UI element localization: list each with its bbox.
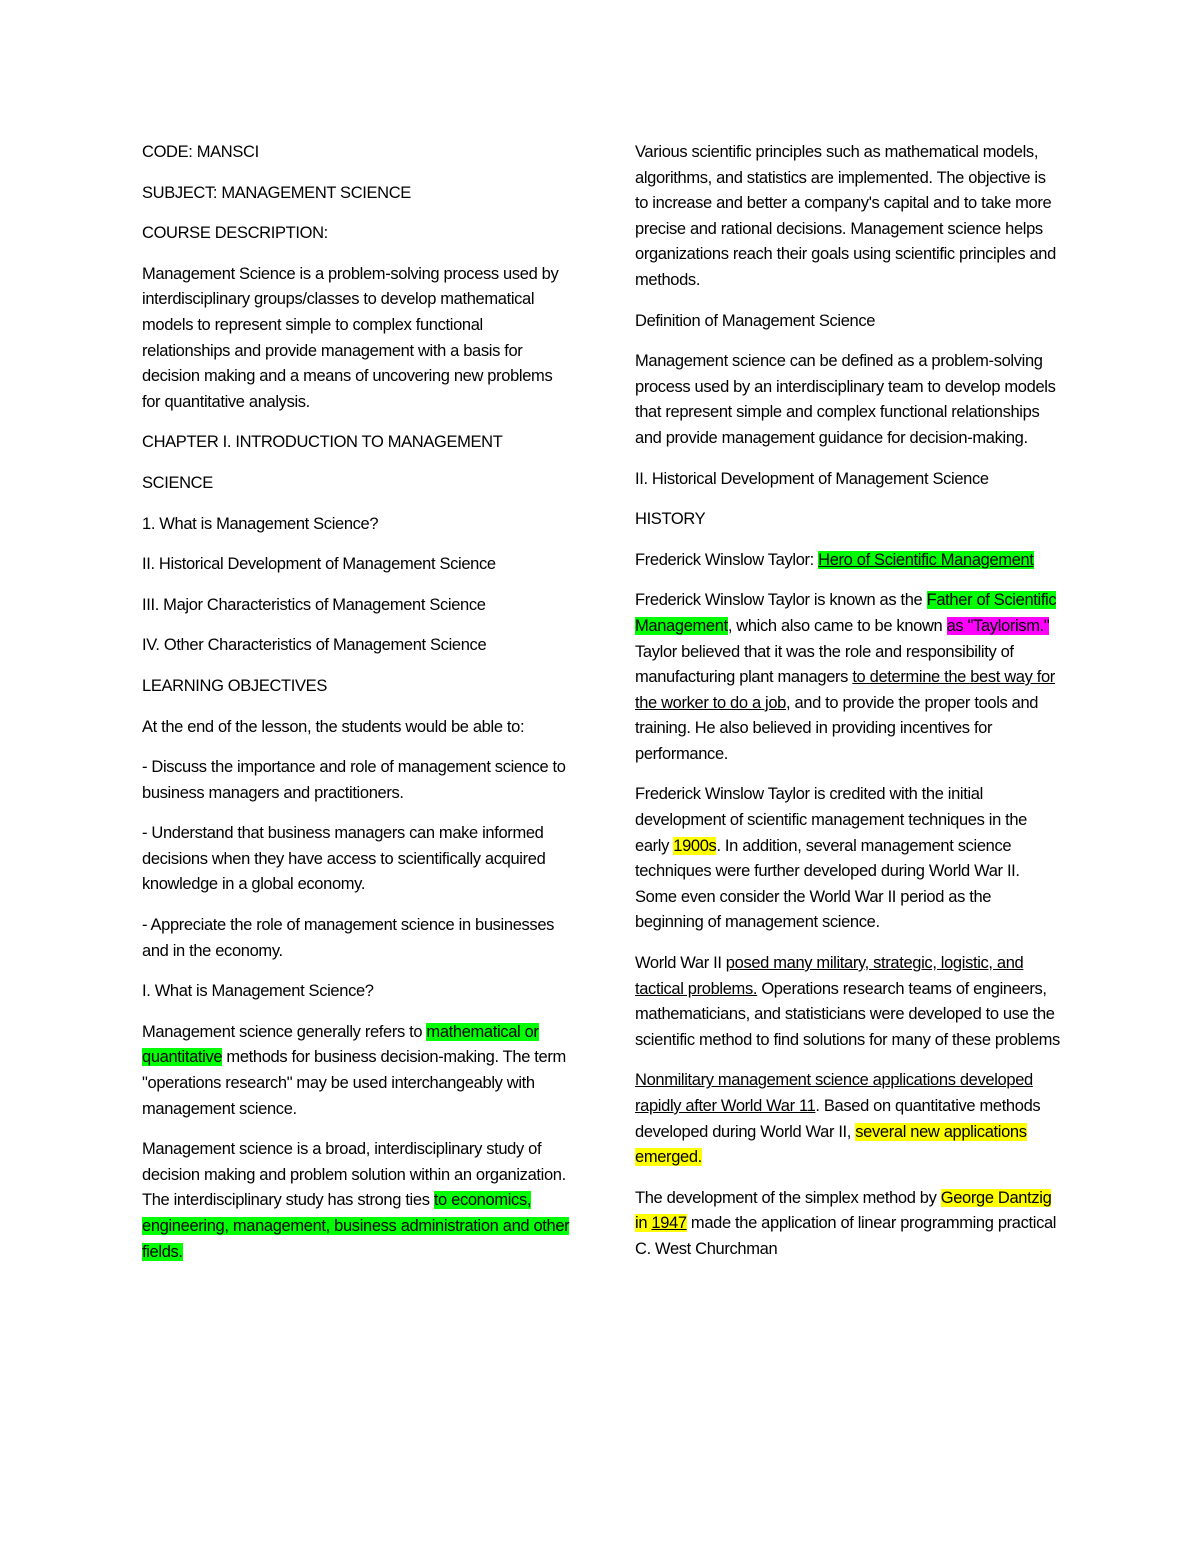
taylor-hero-line: Frederick Winslow Taylor: Hero of Scientific Management (635, 550, 1034, 569)
paragraph-world-war-ii: World War II posed many military, strategic, logistic, and tactical problems. Operations research teams of engineers, mathematicians, and statisticians were developed to use the scientific method to find solutions for many of these problems (635, 954, 1060, 1049)
toc-item-3: III. Major Characteristics of Management Science (142, 595, 486, 614)
objective-3: - Appreciate the role of management science in businesses and in the economy. (142, 916, 555, 960)
learning-objectives-heading: LEARNING OBJECTIVES (142, 676, 327, 695)
paragraph-interdisciplinary: Management science is a broad, interdisciplinary study of decision making and problem solution within an organization. The interdisciplinary study has strong ties to economics, engineering, management, business administration and other fields. (142, 1140, 570, 1261)
section-1-heading: I. What is Management Science? (142, 982, 374, 1001)
highlight-green: Hero of Scientific Management (818, 550, 1034, 569)
highlight-green: to economics, engineering, management, business administration and other fields. (142, 1191, 570, 1261)
highlight-yellow: George Dantzig in (635, 1188, 1052, 1233)
paragraph-taylor-credited: Frederick Winslow Taylor is credited with the initial development of scientific management techniques in the early 1900s. In addition, several management science techniques were further developed during World War II. Some even consider the World War II period as the beginning of management science. (635, 785, 1028, 932)
subject-line: SUBJECT: MANAGEMENT SCIENCE (142, 183, 411, 202)
definition-heading: Definition of Management Science (635, 311, 876, 330)
right-column (635, 140, 1060, 1278)
toc-item-1: 1. What is Management Science? (142, 514, 379, 533)
history-heading: HISTORY (635, 510, 706, 529)
underlined-text: Nonmilitary management science applications developed rapidly after World War 11 (635, 1071, 1033, 1115)
course-code: CODE: MANSCI (142, 143, 259, 161)
highlight-green: Father of Scientific Management (635, 591, 1057, 635)
toc-item-4: IV. Other Characteristics of Management Science (142, 636, 487, 655)
objectives-intro: At the end of the lesson, the students would be able to: (142, 717, 525, 736)
paragraph-father-of-scientific-management: Frederick Winslow Taylor is known as the Father of Scientific Management, which also came to be known as "Taylorism." Taylor believed that it was the role and responsibility of manufacturing plant managers to determine the best way for the worker to do a job, and to provide the proper tools and training. He also believed in providing incentives for performance. (635, 591, 1057, 763)
paragraph-simplex-method: The development of the simplex method by George Dantzig in 1947 made the application of linear programming practical C. West Churchman (635, 1188, 1057, 1258)
course-description: Management Science is a problem-solving process used by interdisciplinary groups/classes to develop mathematical models to represent simple to complex functional relationships and provide management with a basis for decision making and a means of uncovering new problems for quantitative analysis. (142, 264, 559, 411)
underlined-text: posed many military, strategic, logistic, and tactical problems. (635, 954, 1024, 998)
section-2-heading: II. Historical Development of Management Science (635, 469, 989, 488)
paragraph-scientific-principles: Various scientific principles such as mathematical models, algorithms, and statistics are implemented. The objective is to increase and better a company's capital and to take more precise and rational decisions. Management science helps organizations reach their goals using scientific principles and methods. (635, 143, 1056, 289)
paragraph-management-science-definition: Management science generally refers to mathematical or quantitative methods for business decision-making. The term "operations research" may be used interchangeably with management science. (142, 1022, 566, 1118)
underlined-text: to determine the best way for the worker to do a job, (635, 668, 1055, 712)
paragraph-nonmilitary: Nonmilitary management science applications developed rapidly after World War 11. Based on quantitative methods developed during World War II, several new applications emerged. (635, 1071, 1041, 1167)
highlight-magenta: as "Taylorism." (946, 616, 1050, 635)
definition-paragraph: Management science can be defined as a problem-solving process used by an interdisciplinary team to develop models that represent simple and complex functional relationships and provide management guidance for decision-making. (635, 352, 1056, 447)
chapter-title-continued: SCIENCE (142, 473, 213, 492)
course-description-heading: COURSE DESCRIPTION: (142, 224, 328, 243)
highlight-green: mathematical or quantitative (142, 1022, 539, 1067)
highlight-yellow: 1947 (651, 1214, 687, 1233)
highlight-yellow: several new applications emerged. (635, 1122, 1027, 1167)
highlight-yellow: 1900s (673, 836, 717, 855)
toc-item-2: II. Historical Development of Management Science (142, 555, 496, 574)
chapter-title: CHAPTER I. INTRODUCTION TO MANAGEMENT (142, 433, 503, 452)
objective-1: - Discuss the importance and role of management science to business managers and practitioners. (142, 758, 566, 802)
objective-2: - Understand that business managers can make informed decisions when they have access to scientifically acquired knowledge in a global economy. (142, 824, 546, 894)
left-column (142, 140, 572, 1280)
